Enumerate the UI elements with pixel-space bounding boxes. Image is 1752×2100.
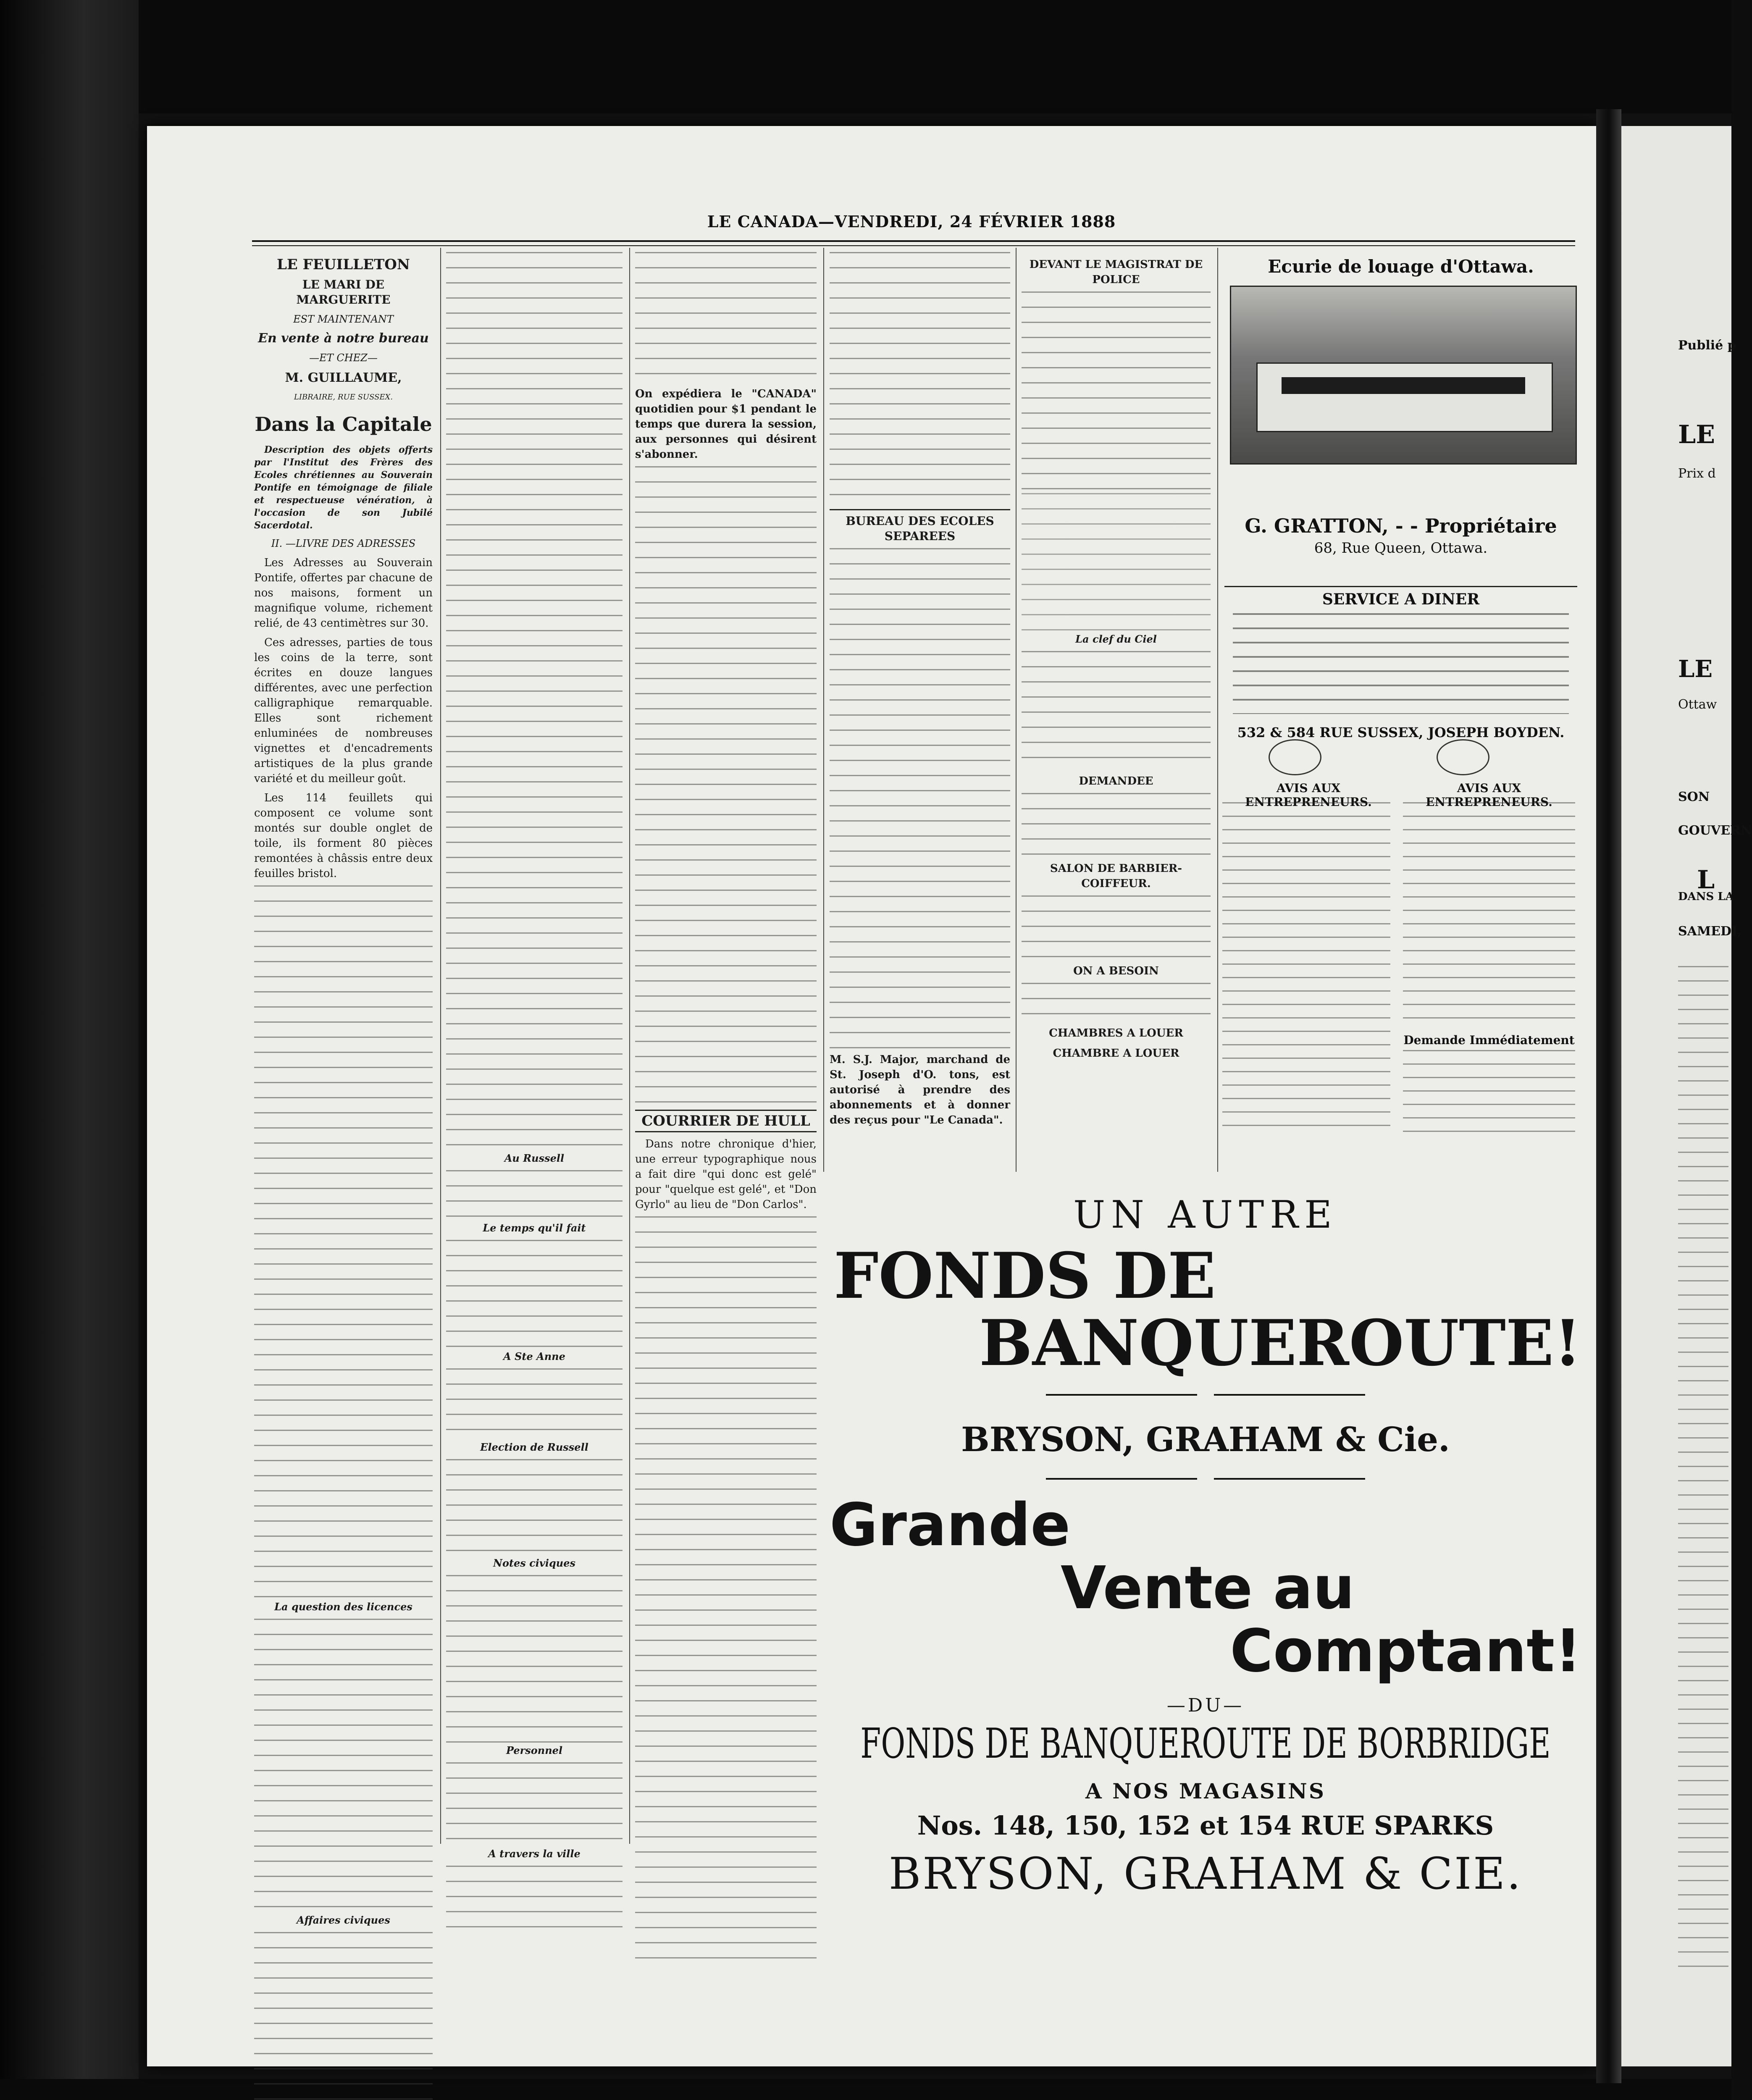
ad-ornament-rule	[830, 1474, 1581, 1478]
adjacent-text: LE	[1678, 420, 1715, 449]
feuilleton-note: EST MAINTENANT	[293, 313, 394, 325]
subhead-affaires: Affaires civiques	[297, 1914, 390, 1926]
text-body-lines	[1022, 793, 1211, 856]
feuilleton-title: LE FEUILLETON	[277, 256, 410, 273]
ad-line-comptant: Comptant!	[1230, 1617, 1581, 1685]
text-body-lines	[446, 1170, 623, 1221]
bryson-graham-advertisement	[830, 1184, 1581, 1974]
section-title: Dans la Capitale	[255, 413, 432, 436]
ad-line-nos-magasins: A NOS MAGASINS	[1085, 1779, 1326, 1803]
column-4	[830, 252, 1010, 1176]
scan-left-border	[0, 0, 139, 2100]
column-1	[254, 252, 433, 1926]
ad-line-bryson-graham-cie: BRYSON, GRAHAM & CIE.	[888, 1848, 1523, 1899]
text-body-lines	[446, 1575, 623, 1743]
adjacent-text: DANS LA	[1678, 890, 1734, 903]
adjacent-text: L	[1697, 865, 1715, 895]
feuilleton-vendor-address: LIBRAIRE, RUE SUSSEX.	[294, 393, 393, 402]
avis-text-lines	[1222, 802, 1390, 1138]
chambres-title: CHAMBRES A LOUER	[1049, 1027, 1183, 1040]
bureau-ecoles-title: BUREAU DES ECOLES SEPAREES	[830, 509, 1010, 544]
section-intro: Description des objets offerts par l'Institut des Frères des Ecoles chrétiennes au Souverain Pontife en témoignage de filiale et respectueuse vénération, à l'occasion de son Jubilé Sacerdotal.	[254, 444, 433, 531]
article-paragraph: Ces adresses, parties de tous les coins de la terre, sont écrites en douze langues différentes, avec une perfection calligraphique remarquable. Elles sont richement enluminées de nombreuses vignettes et d'encadrements artistiques de la plus grande variété et du meilleur goût.	[254, 636, 433, 785]
text-body-lines	[446, 1459, 623, 1556]
text-body-lines	[446, 252, 623, 1151]
column-divider	[823, 248, 824, 1172]
column-2	[446, 252, 623, 1869]
feuilleton-book: LE MARI DE MARGUERITE	[296, 278, 391, 307]
text-body-lines	[830, 252, 1010, 504]
text-body-lines	[635, 1216, 817, 1972]
masthead-rule	[252, 240, 1575, 246]
text-body-lines	[1022, 291, 1211, 493]
ecurie-title: Ecurie de louage d'Ottawa.	[1268, 256, 1534, 277]
service-diner-title: SERVICE A DINER	[1224, 586, 1577, 608]
demande-immediatement: Demande Immédiatement	[1403, 1033, 1575, 1047]
text-body-lines	[1022, 983, 1211, 1021]
on-a-besoin-title: ON A BESOIN	[1073, 965, 1159, 977]
boyden-address: 532 & 584 RUE SUSSEX, JOSEPH BOYDEN.	[1237, 724, 1565, 740]
page-gutter	[1596, 109, 1621, 2083]
column-5	[1022, 252, 1211, 1176]
adjacent-text: SON	[1678, 790, 1710, 804]
courrier-de-hull-title: COURRIER DE HULL	[635, 1110, 817, 1132]
feuilleton-vendor: M. GUILLAUME,	[285, 370, 402, 385]
service-text-lines	[1233, 613, 1569, 714]
subhead-election: Election de Russell	[480, 1441, 588, 1453]
adjacent-text: SAMEDI,	[1678, 924, 1742, 939]
adjacent-text: LE	[1678, 655, 1713, 683]
subhead-travers-ville: A travers la ville	[488, 1848, 580, 1860]
subhead-ste-anne: A Ste Anne	[503, 1350, 565, 1362]
ad-line-borbridge: FONDS DE BANQUEROUTE DE BORBRIDGE	[860, 1720, 1551, 1768]
gratton-name: G. GRATTON, - - Propriétaire	[1245, 514, 1557, 537]
ad-line-un-autre: UN AUTRE	[1073, 1193, 1338, 1237]
subhead-personnel: Personnel	[506, 1744, 563, 1756]
chambre-title: CHAMBRE A LOUER	[1053, 1047, 1179, 1060]
avis-entrepreneurs-2: AVIS AUX ENTREPRENEURS.	[1426, 781, 1552, 809]
column-divider	[1016, 248, 1017, 1172]
ad-line-banqueroute: BANQUEROUTE!	[979, 1306, 1581, 1380]
column-divider	[629, 248, 630, 1844]
ad-line-grande: Grande	[830, 1491, 1071, 1559]
ad-line-du: —DU—	[1166, 1695, 1245, 1716]
text-body-lines	[254, 1619, 433, 1913]
ad-line-bryson-graham: BRYSON, GRAHAM & Cie.	[961, 1420, 1450, 1459]
adjacent-text-lines	[1678, 966, 1728, 1974]
subhead-licences: La question des licences	[274, 1601, 412, 1613]
magistrat-title: DEVANT LE MAGISTRAT DE POLICE	[1029, 258, 1203, 286]
adjacent-text: Publié p	[1678, 338, 1736, 353]
text-body-lines	[1022, 895, 1211, 958]
clef-du-ciel-title: La clef du Ciel	[1075, 633, 1157, 645]
text-body-lines	[446, 1240, 623, 1349]
text-body-lines	[635, 466, 817, 1105]
demandee-title: DEMANDEE	[1079, 775, 1153, 788]
scan-top-border	[0, 0, 1731, 113]
ad-line-rue-sparks: Nos. 148, 150, 152 et 154 RUE SPARKS	[917, 1810, 1494, 1841]
column-divider	[440, 248, 441, 1844]
text-body-lines	[635, 252, 817, 386]
text-body-lines	[446, 1866, 623, 1933]
subhead-notes-civiques: Notes civiques	[493, 1557, 575, 1569]
demande-text-lines	[1403, 1050, 1575, 1134]
gratton-address: 68, Rue Queen, Ottawa.	[1314, 540, 1488, 556]
column-divider	[1217, 248, 1218, 1172]
stable-engraving	[1230, 286, 1577, 465]
major-notice: M. S.J. Major, marchand de St. Joseph d'O. tons, est autorisé à prendre des abonnements et à donner des reçus pour "Le Canada".	[830, 1053, 1010, 1126]
adjacent-text: Prix d	[1678, 466, 1716, 481]
ad-ornament-rule	[830, 1390, 1581, 1394]
article-paragraph: Les 114 feuillets qui composent ce volume sont montés sur double onglet de toile, ils forment 80 pièces remontées à châssis entre deux feuilles bristol.	[254, 792, 433, 880]
adjacent-text: GOUVERN	[1678, 823, 1752, 838]
avis-entrepreneurs-1: AVIS AUX ENTREPRENEURS.	[1245, 781, 1372, 809]
text-body-lines	[1022, 493, 1211, 632]
text-body-lines	[1022, 651, 1211, 769]
article-paragraph: Dans notre chronique d'hier, une erreur typographique nous a fait dire "qui donc est gelé" pour "quelque est gelé", et "Don Gyrlo" au lieu de "Don Carlos".	[635, 1138, 817, 1211]
avis-text-lines	[1403, 802, 1575, 1021]
subhead-temps: Le temps qu'il fait	[483, 1222, 586, 1234]
coat-of-arms-icon	[1437, 739, 1489, 775]
section-part: II. —LIVRE DES ADRESSES	[271, 538, 416, 549]
ad-line-vente-au: Vente au	[1061, 1554, 1355, 1622]
text-body-lines	[830, 548, 1010, 1052]
subhead-russell: Au Russell	[504, 1152, 565, 1164]
adjacent-text: Ottaw	[1678, 697, 1717, 712]
page-masthead: LE CANADA—VENDREDI, 24 FÉVRIER 1888	[707, 212, 1116, 231]
ad-line-fonds-de: FONDS DE	[834, 1239, 1216, 1313]
subscription-notice: On expédiera le "CANADA" quotidien pour $1 pendant le temps que durera la session, aux personnes qui désirent s'abonner.	[635, 388, 817, 461]
coat-of-arms-icon	[1269, 739, 1321, 775]
feuilleton-chez: —ET CHEZ—	[309, 352, 378, 364]
salon-barbier-title: SALON DE BARBIER-COIFFEUR.	[1050, 862, 1182, 890]
text-body-lines	[446, 1762, 623, 1846]
feuilleton-sale: En vente à notre bureau	[258, 331, 429, 346]
text-body-lines	[254, 1932, 433, 2100]
column-3	[635, 252, 817, 1869]
text-body-lines	[446, 1368, 623, 1440]
article-paragraph: Les Adresses au Souverain Pontife, offertes par chacune de nos maisons, forment un magnifique volume, richement relié, de 43 centimètres sur 30.	[254, 556, 433, 630]
text-body-lines	[254, 885, 433, 1599]
